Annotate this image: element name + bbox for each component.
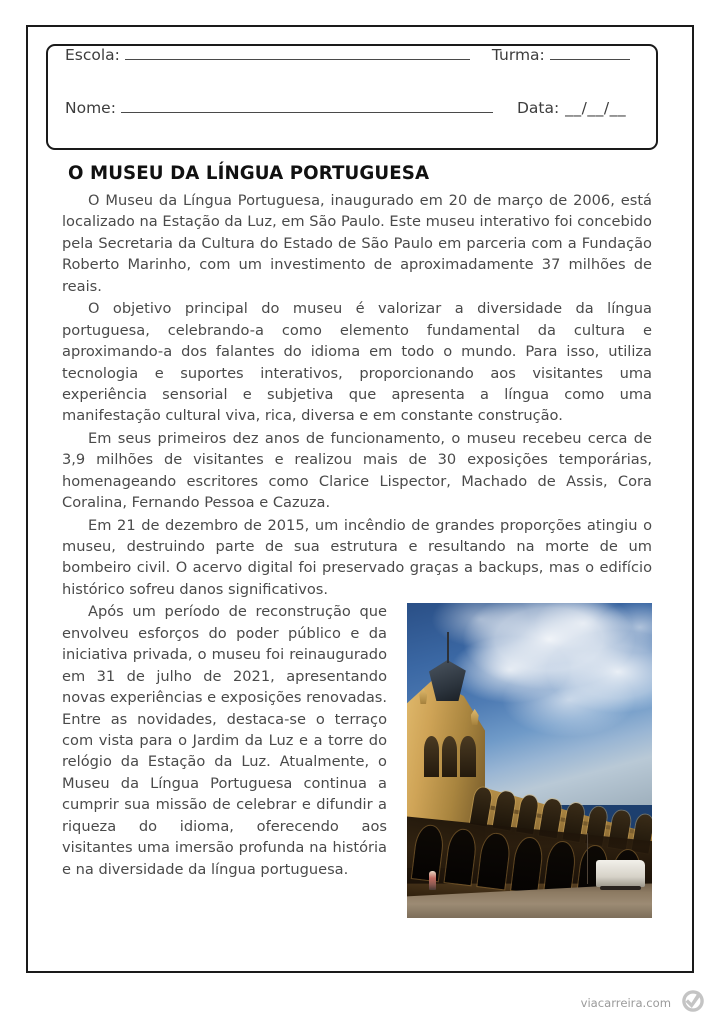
footer-watermark <box>581 988 706 1018</box>
article-paragraph-3: Em seus primeiros dez anos de funcionamento, o museu recebeu cerca de 3,9 milhões de visitantes e realizou mais de 30 exposições temporárias, homenageando escritores como Clarice Lispector, Machado de Assis, Cora Coralina, Fernando Pessoa e Cazuza. <box>62 429 652 512</box>
estacao-da-luz-photo <box>407 603 652 918</box>
article-paragraph-1: O Museu da Língua Portuguesa, inaugurado em 20 de março de 2006, está localizado na Estação da Luz, em São Paulo. Este museu interativo foi concebido pela Secretaria da Cultura do Estado de São Paulo em parceria com a Fundação Roberto Marinho, com um investimento de aproximadamente 37 milhões de reais. <box>62 192 652 295</box>
student-header-box <box>46 44 658 150</box>
photo-arch <box>511 836 544 892</box>
turma-label: Turma: <box>491 46 545 64</box>
photo-arch <box>445 828 478 884</box>
escola-input[interactable] <box>125 58 470 60</box>
student-header-row-2 <box>65 99 639 152</box>
nome-label: Nome: <box>65 99 116 117</box>
article-body <box>62 163 652 918</box>
photo-lamp-post <box>587 833 589 883</box>
watermark-site-label: viacarreira.com <box>580 996 671 1010</box>
article-paragraph-2: O objetivo principal do museu é valorizar a diversidade da língua portuguesa, celebrando-a como elemento fundamental da cultura e aproximando-a dos falantes do idioma em todo o mundo. Para isso, utiliza tecnologia e suportes interativos, proporcionando aos visitantes uma experiência sensorial e subjetiva que apresenta a língua como uma manifestação cultural viva, rica, diversa e em constante construção. <box>62 300 652 425</box>
check-circle-icon <box>680 988 706 1018</box>
turma-input[interactable] <box>550 58 630 60</box>
student-header-row-1 <box>65 46 639 99</box>
estacao-da-luz-photo-wrapper <box>407 603 652 918</box>
escola-label: Escola: <box>65 46 120 64</box>
photo-pedestrian <box>429 871 436 890</box>
article-paragraph-4: Em 21 de dezembro de 2015, um incêndio de grandes proporções atingiu o museu, destruindo parte de sua estrutura e resultando na morte de um bombeiro civil. O acervo digital foi preservado graças a backups, mas o edifício histórico sofreu danos significativos. <box>62 516 652 598</box>
photo-window <box>493 790 516 830</box>
photo-spire <box>447 632 449 664</box>
photo-arch <box>478 832 511 888</box>
data-label: Data: <box>516 99 560 117</box>
photo-tower-window <box>442 736 457 777</box>
photo-tower-window <box>460 736 475 777</box>
photo-tower-windows <box>424 736 475 777</box>
page-title: O MUSEU DA LÍNGUA PORTUGUESA <box>68 163 430 184</box>
nome-input[interactable] <box>121 111 493 113</box>
photo-white-van <box>596 860 645 887</box>
photo-tower-window <box>424 736 439 777</box>
article-paragraph-5: Após um período de reconstrução que envolveu esforços do poder público e da iniciativa privada, o museu foi reinaugurado em 31 de julho de 2021, apresentando novas experiências e exposições renovadas. Entre as novidades, destaca-se o terraço com vista para o Jardim da Luz e a torre do relógio da Estação da Luz. Atualmente, o Museu da Língua Portuguesa continua a cumprir sua missão de celebrar e difundir a riqueza do idioma, oferecendo aos visitantes uma imersão profunda na história e na diversidade da língua portuguesa. <box>62 603 388 878</box>
data-input[interactable]: __/__/__ <box>565 99 627 117</box>
